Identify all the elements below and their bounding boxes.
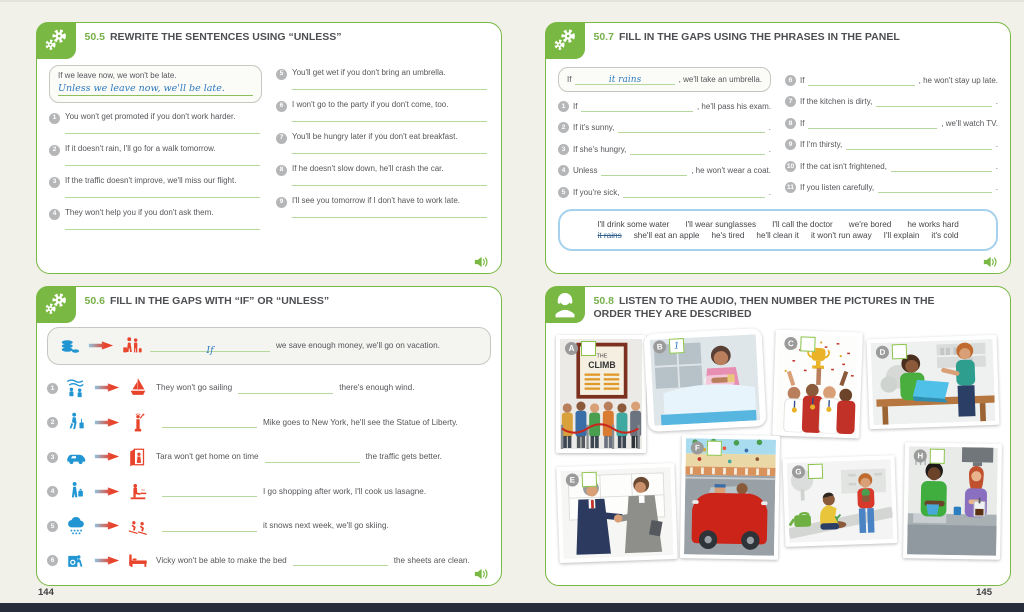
cooking-icon	[126, 480, 150, 502]
woman-sick-in-bed-illustration	[650, 334, 760, 425]
sentence-after-gap: .	[768, 144, 771, 154]
item-number: 1	[47, 383, 58, 394]
answer-line	[292, 80, 487, 90]
picture-a	[556, 335, 646, 453]
item-number: 5	[276, 69, 287, 80]
sentence-item	[276, 68, 489, 90]
exercise-title: FILL IN THE GAPS USING THE PHRASES IN THE PANEL	[618, 31, 900, 43]
sentence-after-gap: the sheets are clean.	[393, 555, 470, 565]
item-number: 2	[558, 122, 569, 133]
answer-box	[892, 344, 908, 360]
sentence-item	[49, 144, 262, 166]
sentence-after-gap: .	[995, 161, 998, 171]
picture-letter-badge: C	[784, 337, 797, 350]
sentence-after-gap: I go shopping after work, I'll cook us lasagne.	[263, 486, 427, 496]
sentence-after-gap: , he'll pass his exam.	[696, 101, 771, 111]
sentence-before-gap: Tara won't get home on time	[156, 452, 259, 461]
car-driving-by-beach-illustration	[684, 438, 776, 556]
gap-line	[630, 144, 764, 155]
picture-h	[903, 442, 1002, 560]
picture-c	[772, 330, 863, 439]
phrase: it won't run away	[810, 231, 872, 240]
item-sentence: If the traffic doesn't improve, we'll miss our flight.	[65, 175, 237, 185]
gap-fill-row	[47, 446, 491, 468]
exercise-50-6	[36, 286, 502, 586]
gap-fill-row	[47, 480, 491, 502]
sentence-after-gap: .	[995, 97, 998, 106]
example-box	[558, 67, 771, 92]
item-number: 3	[47, 452, 58, 463]
picture-letter-badge: E	[566, 473, 579, 486]
phrase: she'll eat an apple	[633, 231, 700, 240]
sentence-after-gap: it snows next week, we'll go skiing.	[263, 521, 389, 530]
answer-line	[65, 188, 260, 198]
gap-line	[162, 485, 257, 497]
page-number-left: 144	[38, 587, 54, 598]
exercise-title: REWRITE THE SENTENCES USING “UNLESS”	[109, 31, 342, 43]
sentence-before-gap: If you listen carefully,	[800, 183, 875, 192]
exercise-header	[37, 287, 501, 323]
picture-b	[644, 328, 767, 432]
phrase: he'll clean it	[756, 231, 799, 240]
item-number: 5	[47, 521, 58, 532]
item-number: 9	[785, 139, 796, 150]
gap-line	[601, 165, 687, 176]
sentence-before-gap: Vicky won't be able to make the bed	[156, 555, 287, 565]
phrase: we're bored	[848, 220, 892, 229]
item-sentence: They won't help you if you don't ask them.	[65, 207, 214, 217]
item-sentence: You'll be hungry later if you don't eat breakfast.	[292, 131, 458, 141]
arrow-icon	[94, 486, 120, 497]
bed-icon	[126, 549, 150, 571]
phrase: I'll call the doctor	[772, 220, 833, 229]
example-answer: If	[206, 344, 214, 356]
sentence-list	[276, 68, 489, 218]
gap-fill-row	[47, 515, 491, 537]
sentence-list	[49, 112, 262, 230]
gap-line	[808, 75, 914, 86]
audio-icon[interactable]	[474, 255, 491, 267]
sentence-item	[49, 208, 262, 230]
phrases-row	[568, 231, 988, 240]
example-box	[49, 65, 262, 103]
exercise-50-5	[36, 22, 502, 274]
gap-fill-item	[558, 100, 771, 112]
gap-line	[808, 118, 937, 129]
gap-fill-item	[785, 181, 998, 193]
gap-fill-list	[558, 100, 771, 198]
gap-line	[846, 139, 991, 150]
traveler-icon	[64, 411, 88, 433]
sentence-before-gap: If I'm thirsty,	[800, 140, 843, 149]
answer-box	[581, 341, 596, 356]
sentence-before-gap: If	[800, 118, 805, 128]
gap-fill-item	[558, 121, 771, 133]
left-column	[558, 67, 771, 208]
sentence-after-gap: , we'll watch TV.	[941, 118, 998, 128]
left-column	[49, 65, 262, 240]
item-number: 4	[49, 209, 60, 220]
sailboat-icon	[126, 377, 150, 399]
item-number: 2	[49, 145, 60, 156]
sentence-item	[49, 176, 262, 198]
gap-fill-item	[785, 74, 998, 86]
item-number: 3	[558, 144, 569, 155]
picture-letter-badge: H	[914, 449, 927, 462]
example-prompt: If we leave now, we won't be late.	[58, 70, 177, 80]
answer-box	[808, 464, 824, 480]
audio-icon[interactable]	[474, 567, 491, 579]
sentence-before-gap: If it's sunny,	[573, 123, 615, 132]
right-column	[276, 65, 489, 240]
picture-g	[782, 455, 897, 547]
gap-line	[878, 182, 992, 193]
skiers-icon	[126, 515, 150, 537]
sentence-item	[276, 164, 489, 186]
gap-fill-list	[785, 74, 998, 194]
sentence-item	[49, 112, 262, 134]
item-number: 2	[47, 417, 58, 428]
gap-fill-item	[785, 160, 998, 172]
answer-line	[292, 112, 487, 122]
answer-box: 1	[669, 338, 685, 354]
gap-line	[162, 520, 257, 532]
phrase: I'll explain	[883, 231, 920, 240]
gap-fill-item	[785, 117, 998, 129]
phrases-panel	[558, 209, 998, 251]
svg-text:THE: THE	[596, 353, 608, 360]
answer-line	[65, 124, 260, 134]
washing-up-in-kitchen-illustration	[907, 446, 998, 556]
audio-icon[interactable]	[983, 255, 1000, 267]
example-answer: it rains	[608, 74, 642, 85]
sentence-item	[276, 196, 489, 218]
exercise-header	[546, 287, 1010, 323]
picture-f	[680, 434, 780, 560]
gap-fill-item	[558, 186, 771, 198]
picture-letter-badge: D	[876, 346, 889, 359]
gap-line	[581, 101, 693, 112]
gap-line	[575, 74, 674, 85]
exercise-number: 50.5	[84, 31, 105, 43]
right-column	[785, 67, 998, 208]
item-sentence: If it doesn't rain, I'll go for a walk tomorrow.	[65, 143, 216, 153]
gap-fill-item	[558, 164, 771, 176]
item-number: 7	[785, 96, 796, 107]
arrow-icon	[88, 340, 114, 351]
phrase: it rains	[597, 231, 622, 240]
item-number: 9	[276, 197, 287, 208]
gap-fill-item	[558, 143, 771, 155]
answer-box	[800, 336, 816, 352]
exercise-50-7	[545, 22, 1011, 274]
answer-line	[65, 220, 260, 230]
exercise-title: FILL IN THE GAPS WITH “IF” OR “UNLESS”	[109, 295, 330, 307]
answer-box	[707, 441, 722, 456]
exercise-title: LISTEN TO THE AUDIO, THEN NUMBER THE PICTURES IN THE ORDER THEY ARE DESCRIBED	[593, 295, 935, 321]
arrow-icon	[94, 520, 120, 531]
answer-line	[292, 144, 487, 154]
item-sentence: You'll get wet if you don't bring an umbrella.	[292, 67, 446, 77]
item-sentence: You won't get promoted if you don't work harder.	[65, 111, 236, 121]
answer-line	[292, 176, 487, 186]
picture-letter-badge: A	[565, 342, 578, 355]
writing-exercise-gears-icon	[545, 22, 585, 59]
sentence-after-gap: .	[995, 140, 998, 149]
sentence-before-gap: Unless	[573, 166, 598, 175]
item-number: 8	[785, 118, 796, 129]
example-row	[47, 327, 491, 365]
sentence-after-gap: .	[768, 123, 771, 132]
gap-line	[618, 122, 764, 133]
sentence-before-gap: If	[573, 101, 578, 111]
sentence-after-gap: , he won't wear a coat.	[691, 166, 771, 175]
sentence-before-gap: They won't go sailing	[156, 383, 233, 392]
exercise-number: 50.6	[84, 295, 105, 307]
queue-at-cinema-illustration	[560, 339, 642, 449]
item-number: 7	[276, 133, 287, 144]
arrow-icon	[94, 555, 120, 566]
example-answer: Unless we leave now, we'll be late.	[58, 83, 253, 96]
sentence-before-gap: If	[800, 75, 805, 85]
gap-fill-row	[47, 377, 491, 399]
sentence-before-gap: If the cat isn't frightened,	[800, 161, 887, 171]
exercise-header	[37, 23, 501, 59]
snow-cloud-icon	[64, 515, 88, 537]
gap-line	[150, 340, 270, 356]
family-vacation-icon	[120, 335, 144, 357]
picture-letter-badge: G	[792, 465, 805, 478]
sentence-after-gap: the traffic gets better.	[365, 452, 442, 461]
gap-fill-item	[785, 138, 998, 150]
example-sentence: we save enough money, we'll go on vacation.	[276, 341, 440, 350]
item-number: 4	[558, 165, 569, 176]
footer-bar	[0, 603, 1024, 612]
sentence-before-gap: If the kitchen is dirty,	[800, 97, 873, 106]
gap-line	[238, 382, 333, 394]
gap-line	[293, 554, 388, 566]
writing-exercise-gears-icon	[36, 286, 76, 323]
phrase: it's cold	[931, 231, 959, 240]
phrase: I'll wear sunglasses	[685, 220, 757, 229]
item-number: 1	[49, 113, 60, 124]
car-icon	[64, 446, 88, 468]
listening-exercise-headphones-icon	[545, 286, 585, 323]
arrow-icon	[94, 451, 120, 462]
helping-with-laptop-illustration	[871, 339, 996, 425]
phrase: he works hard	[907, 220, 959, 229]
statue-of-liberty-icon	[126, 411, 150, 433]
sentence-before-gap: If she's hungry,	[573, 144, 627, 154]
item-sentence: I'll see you tomorrow if I don't have to work late.	[292, 195, 461, 205]
sentence-after-gap: Mike goes to New York, he'll see the Statue of Liberty.	[263, 417, 458, 427]
example-after-gap: , we'll take an umbrella.	[678, 74, 762, 84]
gap-fill-item	[785, 95, 998, 107]
arrow-icon	[94, 382, 120, 393]
svg-text:CLIMB: CLIMB	[588, 359, 616, 370]
sentence-item	[276, 132, 489, 154]
sentence-item	[276, 100, 489, 122]
item-number: 6	[47, 555, 58, 566]
page-number-right: 145	[976, 587, 992, 598]
exercise-number: 50.8	[593, 295, 614, 307]
item-number: 1	[558, 101, 569, 112]
item-sentence: I won't go to the party if you don't come, too.	[292, 99, 449, 109]
arrow-icon	[94, 417, 120, 428]
sentence-after-gap: there's enough wind.	[339, 383, 415, 392]
phrase: he's tired	[711, 231, 745, 240]
answer-box	[930, 449, 945, 464]
item-number: 6	[785, 75, 796, 86]
picture-letter-badge: F	[691, 441, 704, 454]
sentence-after-gap: .	[768, 187, 771, 197]
item-number: 5	[558, 187, 569, 198]
picture-letter-badge: B	[653, 340, 667, 354]
sentence-after-gap: , he won't stay up late.	[918, 75, 998, 85]
gap-line	[891, 161, 992, 172]
example-before-gap: If	[567, 74, 572, 84]
item-number: 8	[276, 165, 287, 176]
gap-fill-row	[47, 549, 491, 571]
exercise-header	[546, 23, 1010, 59]
laundry-icon	[64, 549, 88, 571]
item-number: 4	[47, 486, 58, 497]
arriving-home-icon	[126, 446, 150, 468]
item-number: 6	[276, 101, 287, 112]
gap-line	[876, 96, 991, 107]
picture-d	[866, 335, 999, 429]
sentence-before-gap: If you're sick,	[573, 187, 620, 197]
coins-icon	[58, 335, 82, 357]
answer-line	[292, 208, 487, 218]
exercise-50-8	[545, 286, 1011, 586]
shopper-icon	[64, 480, 88, 502]
answer-line	[65, 156, 260, 166]
item-number: 10	[786, 162, 795, 170]
item-sentence: If he doesn't slow down, he'll crash the car.	[292, 163, 444, 173]
phrases-row	[568, 220, 988, 229]
gap-line	[623, 187, 764, 198]
writing-exercise-gears-icon	[36, 22, 76, 59]
answer-box	[582, 472, 598, 488]
item-number: 3	[49, 177, 60, 188]
picture-e	[556, 463, 677, 563]
phrase: I'll drink some water	[597, 220, 670, 229]
sentence-after-gap: .	[995, 183, 998, 192]
gap-fill-row	[47, 411, 491, 433]
item-number: 11	[786, 184, 795, 191]
gap-line	[162, 416, 257, 428]
gap-line	[265, 451, 360, 463]
exercise-number: 50.7	[593, 31, 614, 43]
gap-fill-rows	[37, 377, 501, 572]
wind-sailing-icon	[64, 377, 88, 399]
